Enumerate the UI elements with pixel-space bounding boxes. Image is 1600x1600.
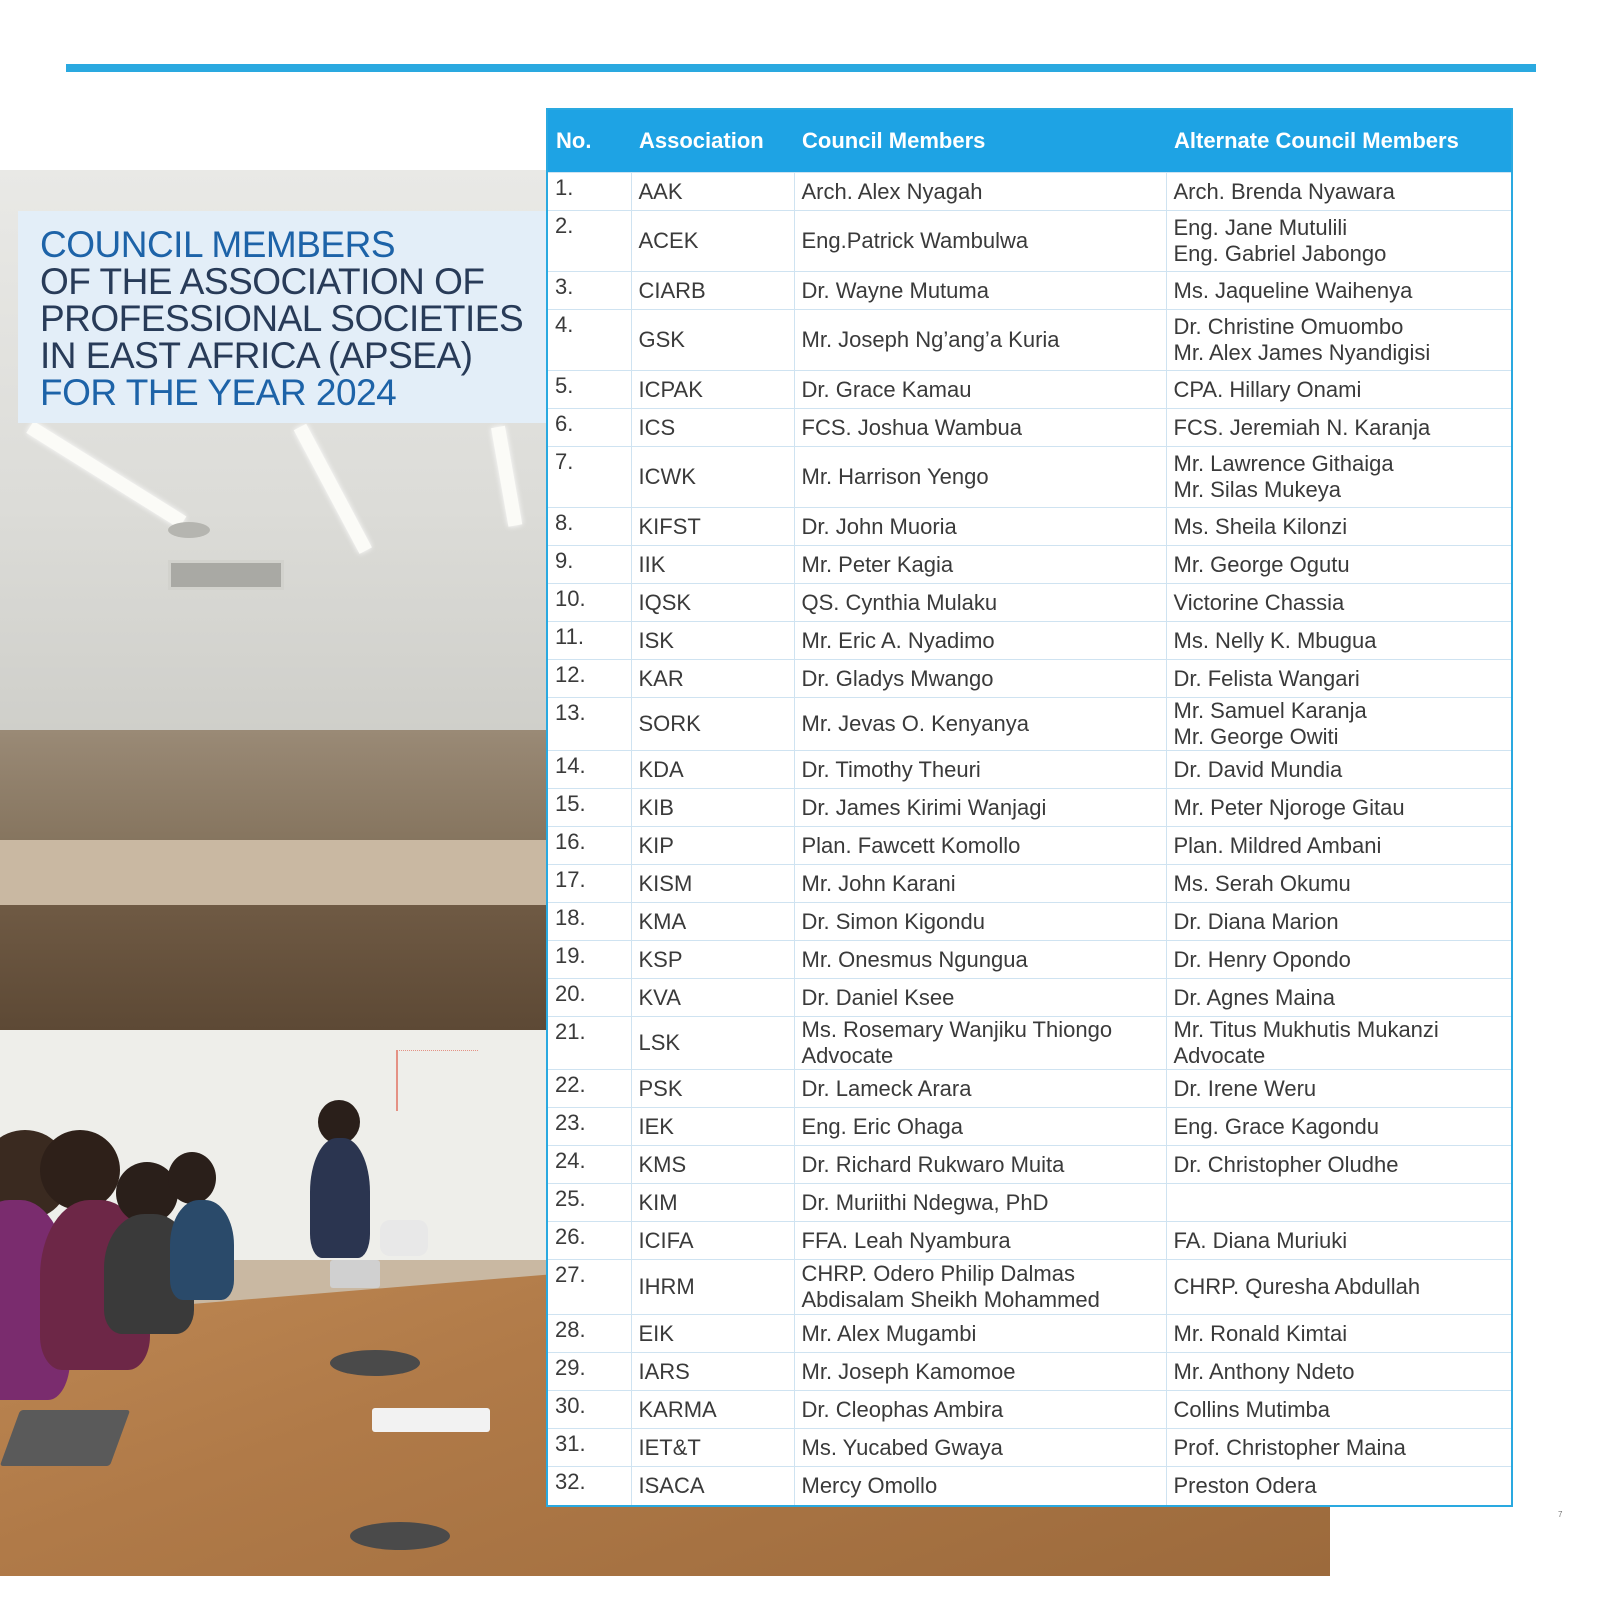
council-member-name: QS. Cynthia Mulaku <box>801 589 998 615</box>
council-member-cell <box>794 1391 1166 1429</box>
table-row <box>548 272 1511 310</box>
council-member-cell <box>794 903 1166 941</box>
council-member-name: Dr. Richard Rukwaro Muita <box>801 1151 1065 1177</box>
association-code: KIP <box>631 827 794 865</box>
council-member-cell <box>794 1222 1166 1260</box>
alternate-member-cell <box>1166 508 1511 546</box>
header-alternate-council-members: Alternate Council Members <box>1166 110 1511 173</box>
table-row <box>548 310 1511 371</box>
alternate-member-cell <box>1166 1070 1511 1108</box>
association-code: KVA <box>631 979 794 1017</box>
table-row <box>548 1429 1511 1467</box>
row-number: 28. <box>548 1315 631 1353</box>
alternate-member-cell <box>1166 751 1511 789</box>
council-member-name: Arch. Alex Nyagah <box>801 178 983 204</box>
row-number: 10. <box>548 584 631 622</box>
row-number: 3. <box>548 272 631 310</box>
association-code: KDA <box>631 751 794 789</box>
alternate-member-cell <box>1166 371 1511 409</box>
council-member-name: Dr. Timothy Theuri <box>801 756 981 782</box>
council-member-name: Dr. Simon Kigondu <box>801 908 985 934</box>
row-number: 6. <box>548 409 631 447</box>
alternate-member-name: Mr. Anthony Ndeto <box>1173 1358 1355 1384</box>
council-member-cell <box>794 1070 1166 1108</box>
alternate-member-name: Arch. Brenda Nyawara <box>1173 178 1395 204</box>
table-row <box>548 1391 1511 1429</box>
table-row <box>548 508 1511 546</box>
council-member-name: Eng.Patrick Wambulwa <box>801 228 1029 253</box>
alternate-member-cell <box>1166 546 1511 584</box>
association-code: KAR <box>631 660 794 698</box>
alternate-member-name: Mr. Lawrence Githaiga <box>1173 451 1394 476</box>
council-member-cell <box>794 447 1166 508</box>
ceiling-vent <box>168 560 284 590</box>
alternate-member-name: Dr. David Mundia <box>1173 756 1343 782</box>
council-member-cell <box>794 211 1166 272</box>
alternate-member-name: Eng. Jane Mutulili <box>1173 215 1348 240</box>
alternate-member-name: Dr. Irene Weru <box>1173 1075 1317 1101</box>
council-member-name: Mercy Omollo <box>801 1472 938 1498</box>
conference-phone <box>350 1522 450 1550</box>
alternate-member-name: Victorine Chassia <box>1173 589 1345 615</box>
alternate-member-cell <box>1166 1429 1511 1467</box>
association-code: IET&T <box>631 1429 794 1467</box>
council-member-cell <box>794 751 1166 789</box>
council-member-name: Advocate <box>801 1043 894 1068</box>
row-number: 22. <box>548 1070 631 1108</box>
table-row <box>548 173 1511 211</box>
council-member-cell <box>794 1017 1166 1070</box>
alternate-member-name: Collins Mutimba <box>1173 1396 1330 1422</box>
alternate-member-cell <box>1166 1315 1511 1353</box>
association-code: IIK <box>631 546 794 584</box>
association-code: ICIFA <box>631 1222 794 1260</box>
council-member-name: Mr. Joseph Kamomoe <box>801 1358 1016 1384</box>
alternate-member-name: Ms. Nelly K. Mbugua <box>1173 627 1377 653</box>
alternate-member-name: CHRP. Quresha Abdullah <box>1173 1274 1421 1299</box>
association-code: SORK <box>631 698 794 751</box>
association-code: IEK <box>631 1108 794 1146</box>
alternate-member-name: Preston Odera <box>1173 1472 1317 1498</box>
alternate-member-name: CPA. Hillary Onami <box>1173 376 1362 402</box>
association-code: KMA <box>631 903 794 941</box>
alternate-member-cell <box>1166 272 1511 310</box>
alternate-member-name: Ms. Serah Okumu <box>1173 870 1351 896</box>
alternate-member-cell <box>1166 1146 1511 1184</box>
council-member-cell <box>794 310 1166 371</box>
alternate-member-name: Dr. Agnes Maina <box>1173 984 1335 1010</box>
alternate-member-name: Plan. Mildred Ambani <box>1173 832 1382 858</box>
header-council-members: Council Members <box>794 110 1166 173</box>
council-member-name: CHRP. Odero Philip Dalmas <box>801 1261 1075 1286</box>
table-row <box>548 1146 1511 1184</box>
alternate-member-cell <box>1166 1222 1511 1260</box>
alternate-member-cell <box>1166 584 1511 622</box>
row-number: 15. <box>548 789 631 827</box>
alternate-member-cell <box>1166 941 1511 979</box>
header-association: Association <box>631 110 794 173</box>
name-card <box>372 1408 490 1432</box>
council-member-cell <box>794 508 1166 546</box>
association-code: IQSK <box>631 584 794 622</box>
council-member-cell <box>794 1353 1166 1391</box>
alternate-member-name: Advocate <box>1173 1043 1266 1068</box>
row-number: 14. <box>548 751 631 789</box>
council-member-name: Mr. Jevas O. Kenyanya <box>801 711 1029 736</box>
association-code: ISACA <box>631 1467 794 1505</box>
council-member-name: Dr. James Kirimi Wanjagi <box>801 794 1047 820</box>
association-code: LSK <box>631 1017 794 1070</box>
council-member-name: Dr. Gladys Mwango <box>801 665 994 691</box>
alternate-member-name: Dr. Felista Wangari <box>1173 665 1360 691</box>
association-code: ISK <box>631 622 794 660</box>
laptop <box>330 1260 380 1288</box>
alternate-member-name: FA. Diana Muriuki <box>1173 1227 1348 1253</box>
row-number: 20. <box>548 979 631 1017</box>
alternate-member-cell <box>1166 827 1511 865</box>
council-member-cell <box>794 865 1166 903</box>
row-number: 5. <box>548 371 631 409</box>
row-number: 13. <box>548 698 631 751</box>
conference-phone <box>330 1350 420 1376</box>
association-code: ICS <box>631 409 794 447</box>
alternate-member-cell <box>1166 1353 1511 1391</box>
council-member-name: Dr. John Muoria <box>801 513 957 539</box>
table-row <box>548 1260 1511 1315</box>
council-member-cell <box>794 622 1166 660</box>
alternate-member-name: Mr. Samuel Karanja <box>1173 698 1367 723</box>
alternate-member-cell <box>1166 1260 1511 1315</box>
table-body <box>548 173 1511 1505</box>
table-row <box>548 1108 1511 1146</box>
alternate-member-name: Dr. Christopher Oludhe <box>1173 1151 1399 1177</box>
table-row <box>548 447 1511 508</box>
table-row <box>548 1070 1511 1108</box>
alternate-member-cell <box>1166 979 1511 1017</box>
council-member-cell <box>794 1108 1166 1146</box>
council-member-name: Mr. John Karani <box>801 870 956 896</box>
council-member-name: Mr. Harrison Yengo <box>801 464 989 489</box>
attendee <box>170 1200 234 1300</box>
projector <box>380 1220 428 1256</box>
council-member-cell <box>794 1467 1166 1505</box>
association-code: KISM <box>631 865 794 903</box>
council-member-cell <box>794 272 1166 310</box>
table-row <box>548 751 1511 789</box>
council-member-name: Abdisalam Sheikh Mohammed <box>801 1287 1100 1312</box>
council-member-name: Dr. Daniel Ksee <box>801 984 955 1010</box>
table-header-row <box>548 110 1511 173</box>
council-member-name: Eng. Eric Ohaga <box>801 1113 963 1139</box>
alternate-member-name: Mr. George Owiti <box>1173 724 1339 749</box>
page-number: 7 <box>1558 1510 1563 1519</box>
council-member-name: Mr. Peter Kagia <box>801 551 954 577</box>
association-code: KIFST <box>631 508 794 546</box>
association-code: CIARB <box>631 272 794 310</box>
association-code: KARMA <box>631 1391 794 1429</box>
council-member-name: Dr. Cleophas Ambira <box>801 1396 1004 1422</box>
council-member-cell <box>794 173 1166 211</box>
table-row <box>548 1222 1511 1260</box>
attendee-head <box>40 1130 120 1210</box>
association-code: KIB <box>631 789 794 827</box>
alternate-member-name: Mr. Peter Njoroge Gitau <box>1173 794 1405 820</box>
row-number: 32. <box>548 1467 631 1505</box>
alternate-member-cell <box>1166 1017 1511 1070</box>
table-row <box>548 1353 1511 1391</box>
presenter <box>310 1138 370 1258</box>
row-number: 29. <box>548 1353 631 1391</box>
council-member-cell <box>794 1315 1166 1353</box>
alternate-member-cell <box>1166 789 1511 827</box>
title-line-4: IN EAST AFRICA (APSEA) <box>40 335 473 376</box>
alternate-member-cell <box>1166 903 1511 941</box>
association-code: ICWK <box>631 447 794 508</box>
table-row <box>548 211 1511 272</box>
council-member-name: Mr. Joseph Ng’ang’a Kuria <box>801 327 1060 352</box>
alternate-member-cell <box>1166 211 1511 272</box>
table-row <box>548 827 1511 865</box>
row-number: 4. <box>548 310 631 371</box>
alternate-member-cell <box>1166 660 1511 698</box>
council-member-cell <box>794 979 1166 1017</box>
row-number: 21. <box>548 1017 631 1070</box>
council-member-name: Ms. Yucabed Gwaya <box>801 1434 1003 1460</box>
council-member-cell <box>794 941 1166 979</box>
association-code: EIK <box>631 1315 794 1353</box>
alternate-member-cell <box>1166 173 1511 211</box>
row-number: 30. <box>548 1391 631 1429</box>
table-row <box>548 789 1511 827</box>
alternate-member-name: Mr. Ronald Kimtai <box>1173 1320 1348 1346</box>
alternate-member-cell <box>1166 865 1511 903</box>
alternate-member-cell <box>1166 698 1511 751</box>
association-code: IARS <box>631 1353 794 1391</box>
table-row <box>548 371 1511 409</box>
alternate-member-name: Mr. Titus Mukhutis Mukanzi <box>1173 1017 1439 1042</box>
council-member-cell <box>794 789 1166 827</box>
alternate-member-cell <box>1166 409 1511 447</box>
row-number: 12. <box>548 660 631 698</box>
title-line-5: FOR THE YEAR 2024 <box>40 372 397 413</box>
alternate-member-name: Mr. Alex James Nyandigisi <box>1173 340 1431 365</box>
association-code: ACEK <box>631 211 794 272</box>
council-member-name: Ms. Rosemary Wanjiku Thiongo <box>801 1017 1113 1042</box>
title-line-2: OF THE ASSOCIATION OF <box>40 261 485 302</box>
association-code: PSK <box>631 1070 794 1108</box>
row-number: 16. <box>548 827 631 865</box>
association-code: ICPAK <box>631 371 794 409</box>
alternate-member-cell <box>1166 622 1511 660</box>
table-row <box>548 941 1511 979</box>
alternate-member-name: Prof. Christopher Maina <box>1173 1434 1406 1460</box>
row-number: 17. <box>548 865 631 903</box>
row-number: 25. <box>548 1184 631 1222</box>
table-row <box>548 1017 1511 1070</box>
association-code: KSP <box>631 941 794 979</box>
council-member-cell <box>794 660 1166 698</box>
row-number: 2. <box>548 211 631 272</box>
council-member-name: Mr. Eric A. Nyadimo <box>801 627 995 653</box>
ceiling-speaker <box>168 522 210 538</box>
row-number: 1. <box>548 173 631 211</box>
laptop <box>0 1410 130 1466</box>
council-member-name: Mr. Alex Mugambi <box>801 1320 977 1346</box>
council-member-cell <box>794 698 1166 751</box>
whiteboard-writing <box>396 1050 478 1111</box>
council-member-cell <box>794 371 1166 409</box>
row-number: 27. <box>548 1260 631 1315</box>
table-row <box>548 1467 1511 1505</box>
council-member-name: Dr. Grace Kamau <box>801 376 972 402</box>
council-member-name: Plan. Fawcett Komollo <box>801 832 1021 858</box>
table-row <box>548 660 1511 698</box>
table-row <box>548 409 1511 447</box>
council-member-cell <box>794 546 1166 584</box>
alternate-member-name: Mr. George Ogutu <box>1173 551 1350 577</box>
row-number: 18. <box>548 903 631 941</box>
header-no: No. <box>548 110 631 173</box>
title-line-3: PROFESSIONAL SOCIETIES <box>40 298 524 339</box>
council-member-cell <box>794 584 1166 622</box>
alternate-member-cell <box>1166 1391 1511 1429</box>
association-code: IHRM <box>631 1260 794 1315</box>
council-member-name: Mr. Onesmus Ngungua <box>801 946 1028 972</box>
row-number: 31. <box>548 1429 631 1467</box>
alternate-member-name: Ms. Sheila Kilonzi <box>1173 513 1348 539</box>
table-row <box>548 698 1511 751</box>
council-member-name: FCS. Joshua Wambua <box>801 414 1022 440</box>
council-member-cell <box>794 1260 1166 1315</box>
alternate-member-name: Eng. Grace Kagondu <box>1173 1113 1379 1139</box>
alternate-member-name: Ms. Jaqueline Waihenya <box>1173 277 1413 303</box>
alternate-member-name: Dr. Christine Omuombo <box>1173 314 1404 339</box>
alternate-member-name: Eng. Gabriel Jabongo <box>1173 241 1387 266</box>
table-row <box>548 584 1511 622</box>
association-code: GSK <box>631 310 794 371</box>
table-row <box>548 903 1511 941</box>
council-member-cell <box>794 1429 1166 1467</box>
alternate-member-cell <box>1166 447 1511 508</box>
row-number: 24. <box>548 1146 631 1184</box>
page-title <box>40 226 523 411</box>
row-number: 23. <box>548 1108 631 1146</box>
alternate-member-name: FCS. Jeremiah N. Karanja <box>1173 414 1431 440</box>
council-member-name: FFA. Leah Nyambura <box>801 1227 1011 1253</box>
row-number: 11. <box>548 622 631 660</box>
council-member-cell <box>794 1184 1166 1222</box>
alternate-member-cell <box>1166 310 1511 371</box>
association-code: AAK <box>631 173 794 211</box>
table-row <box>548 1315 1511 1353</box>
council-members-table <box>546 108 1513 1507</box>
association-code: KIM <box>631 1184 794 1222</box>
alternate-member-cell <box>1166 1108 1511 1146</box>
table-row <box>548 865 1511 903</box>
council-member-cell <box>794 409 1166 447</box>
table-row <box>548 622 1511 660</box>
row-number: 7. <box>548 447 631 508</box>
alternate-member-name: Dr. Diana Marion <box>1173 908 1339 934</box>
top-divider-rule <box>66 64 1536 72</box>
table-row <box>548 546 1511 584</box>
council-member-name: Dr. Wayne Mutuma <box>801 277 989 303</box>
alternate-member-name: Mr. Silas Mukeya <box>1173 477 1341 502</box>
alternate-member-cell <box>1166 1467 1511 1505</box>
table-row <box>548 1184 1511 1222</box>
association-code: KMS <box>631 1146 794 1184</box>
council-member-cell <box>794 1146 1166 1184</box>
attendee-head <box>168 1152 216 1204</box>
row-number: 8. <box>548 508 631 546</box>
alternate-member-cell <box>1166 1184 1511 1222</box>
row-number: 26. <box>548 1222 631 1260</box>
council-member-cell <box>794 827 1166 865</box>
title-line-1: COUNCIL MEMBERS <box>40 224 396 265</box>
table-row <box>548 979 1511 1017</box>
row-number: 19. <box>548 941 631 979</box>
council-member-name: Dr. Lameck Arara <box>801 1075 972 1101</box>
council-member-name: Dr. Muriithi Ndegwa, PhD <box>801 1189 1049 1215</box>
row-number: 9. <box>548 546 631 584</box>
alternate-member-name: Dr. Henry Opondo <box>1173 946 1351 972</box>
